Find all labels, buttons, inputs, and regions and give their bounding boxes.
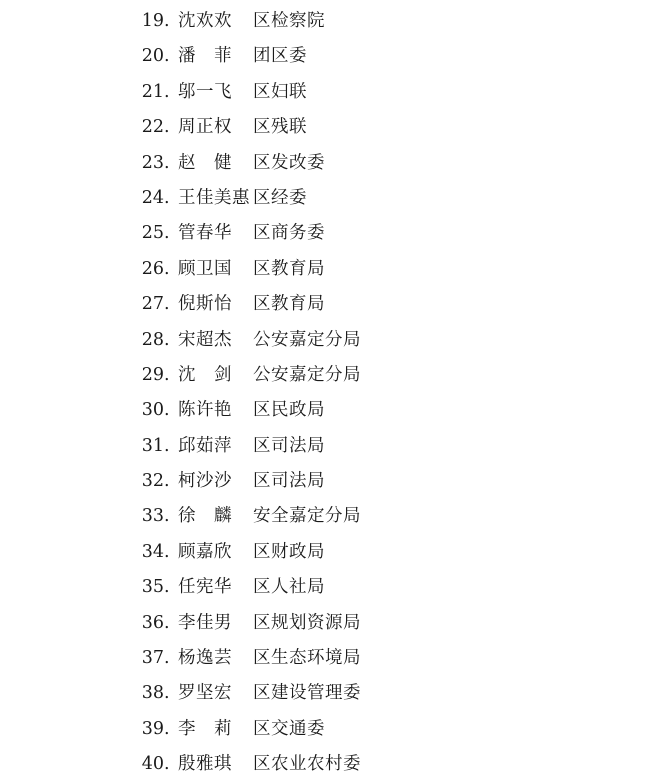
entry-number: 20 bbox=[141, 46, 164, 67]
entry-separator: . bbox=[164, 471, 170, 492]
entry-person-name: 李佳男 bbox=[178, 612, 232, 633]
list-item bbox=[0, 747, 664, 782]
entry-separator: . bbox=[164, 152, 170, 173]
entry-person-name: 顾嘉欣 bbox=[178, 541, 232, 562]
entry-person-name: 潘 菲 bbox=[178, 46, 232, 67]
entry-number: 33 bbox=[141, 506, 164, 527]
entry-person-name: 赵 健 bbox=[178, 152, 232, 173]
list-item bbox=[0, 4, 664, 39]
entry-number: 26 bbox=[141, 258, 164, 279]
entry-organization: 区教育局 bbox=[253, 258, 325, 279]
list-item bbox=[0, 75, 664, 110]
entry-person-name: 邱茹萍 bbox=[178, 435, 232, 456]
entry-organization: 区商务委 bbox=[253, 223, 325, 244]
entry-person-name: 王佳美惠 bbox=[178, 187, 250, 208]
entry-organization: 公安嘉定分局 bbox=[253, 329, 361, 350]
list-item bbox=[0, 464, 664, 499]
list-item bbox=[0, 535, 664, 570]
entry-separator: . bbox=[164, 258, 170, 279]
entry-organization: 区司法局 bbox=[253, 471, 325, 492]
entry-person-name: 杨逸芸 bbox=[178, 648, 232, 669]
entry-person-name: 宋超杰 bbox=[178, 329, 232, 350]
entry-organization: 区教育局 bbox=[253, 294, 325, 315]
entry-person-name: 殷雅琪 bbox=[178, 754, 232, 775]
entry-organization: 区检察院 bbox=[253, 11, 325, 31]
entry-separator: . bbox=[164, 400, 170, 421]
entry-number: 24 bbox=[141, 187, 164, 208]
list-item bbox=[0, 358, 664, 393]
entry-person-name: 陈许艳 bbox=[178, 400, 232, 421]
list-item bbox=[0, 323, 664, 358]
entry-number: 22 bbox=[141, 117, 164, 138]
entry-person-name: 沈欢欢 bbox=[178, 11, 232, 31]
list-item bbox=[0, 110, 664, 145]
list-item bbox=[0, 39, 664, 74]
entry-separator: . bbox=[164, 718, 170, 739]
entry-organization: 区人社局 bbox=[253, 577, 325, 598]
entry-number: 28 bbox=[141, 329, 164, 350]
list-item bbox=[0, 499, 664, 534]
entry-person-name: 任宪华 bbox=[178, 577, 232, 598]
entry-number: 32 bbox=[141, 471, 164, 492]
list-item bbox=[0, 252, 664, 287]
entry-person-name: 徐 麟 bbox=[178, 506, 232, 527]
entry-separator: . bbox=[164, 435, 170, 456]
entry-number: 23 bbox=[141, 152, 164, 173]
entry-organization: 区交通委 bbox=[253, 718, 325, 739]
list-item bbox=[0, 181, 664, 216]
entry-person-name: 罗坚宏 bbox=[178, 683, 232, 704]
entry-separator: . bbox=[164, 329, 170, 350]
entry-separator: . bbox=[164, 754, 170, 775]
entry-separator: . bbox=[164, 223, 170, 244]
entry-separator: . bbox=[164, 11, 170, 31]
entry-separator: . bbox=[164, 187, 170, 208]
entry-organization: 安全嘉定分局 bbox=[253, 506, 361, 527]
entry-separator: . bbox=[164, 683, 170, 704]
entry-separator: . bbox=[164, 541, 170, 562]
entry-person-name: 李 莉 bbox=[178, 718, 232, 739]
entry-person-name: 管春华 bbox=[178, 223, 232, 244]
entry-organization: 区经委 bbox=[253, 187, 307, 208]
entry-organization: 区生态环境局 bbox=[253, 648, 361, 669]
entry-organization: 公安嘉定分局 bbox=[253, 364, 361, 385]
entry-organization: 区残联 bbox=[253, 117, 307, 138]
entry-organization: 区发改委 bbox=[253, 152, 325, 173]
list-item bbox=[0, 606, 664, 641]
roster-list bbox=[0, 4, 664, 783]
list-item bbox=[0, 570, 664, 605]
entry-number: 38 bbox=[141, 683, 164, 704]
list-item bbox=[0, 429, 664, 464]
entry-number: 40 bbox=[141, 754, 164, 775]
list-item bbox=[0, 287, 664, 322]
entry-number: 25 bbox=[141, 223, 164, 244]
entry-number: 35 bbox=[141, 577, 164, 598]
entry-separator: . bbox=[164, 81, 170, 102]
entry-organization: 区农业农村委 bbox=[253, 754, 361, 775]
entry-number: 29 bbox=[141, 364, 164, 385]
list-item bbox=[0, 393, 664, 428]
entry-number: 34 bbox=[141, 541, 164, 562]
entry-separator: . bbox=[164, 612, 170, 633]
entry-separator: . bbox=[164, 577, 170, 598]
entry-number: 19 bbox=[141, 11, 164, 31]
entry-organization: 区财政局 bbox=[253, 541, 325, 562]
entry-number: 27 bbox=[141, 294, 164, 315]
list-item bbox=[0, 146, 664, 181]
entry-number: 31 bbox=[141, 435, 164, 456]
entry-number: 37 bbox=[141, 648, 164, 669]
entry-separator: . bbox=[164, 648, 170, 669]
entry-organization: 区规划资源局 bbox=[253, 612, 361, 633]
entry-separator: . bbox=[164, 46, 170, 67]
entry-organization: 区建设管理委 bbox=[253, 683, 361, 704]
entry-person-name: 倪斯怡 bbox=[178, 294, 232, 315]
entry-person-name: 顾卫国 bbox=[178, 258, 232, 279]
entry-separator: . bbox=[164, 117, 170, 138]
entry-number: 36 bbox=[141, 612, 164, 633]
entry-person-name: 邬一飞 bbox=[178, 81, 232, 102]
entry-organization: 区妇联 bbox=[253, 81, 307, 102]
entry-organization: 团区委 bbox=[253, 46, 307, 67]
entry-separator: . bbox=[164, 364, 170, 385]
list-item bbox=[0, 676, 664, 711]
entry-separator: . bbox=[164, 294, 170, 315]
list-item bbox=[0, 641, 664, 676]
entry-person-name: 柯沙沙 bbox=[178, 471, 232, 492]
entry-person-name: 周正权 bbox=[178, 117, 232, 138]
entry-separator: . bbox=[164, 506, 170, 527]
list-item bbox=[0, 216, 664, 251]
entry-number: 21 bbox=[141, 81, 164, 102]
entry-number: 30 bbox=[141, 400, 164, 421]
entry-organization: 区司法局 bbox=[253, 435, 325, 456]
entry-organization: 区民政局 bbox=[253, 400, 325, 421]
list-item bbox=[0, 712, 664, 747]
entry-number: 39 bbox=[141, 718, 164, 739]
entry-person-name: 沈 剑 bbox=[178, 364, 232, 385]
